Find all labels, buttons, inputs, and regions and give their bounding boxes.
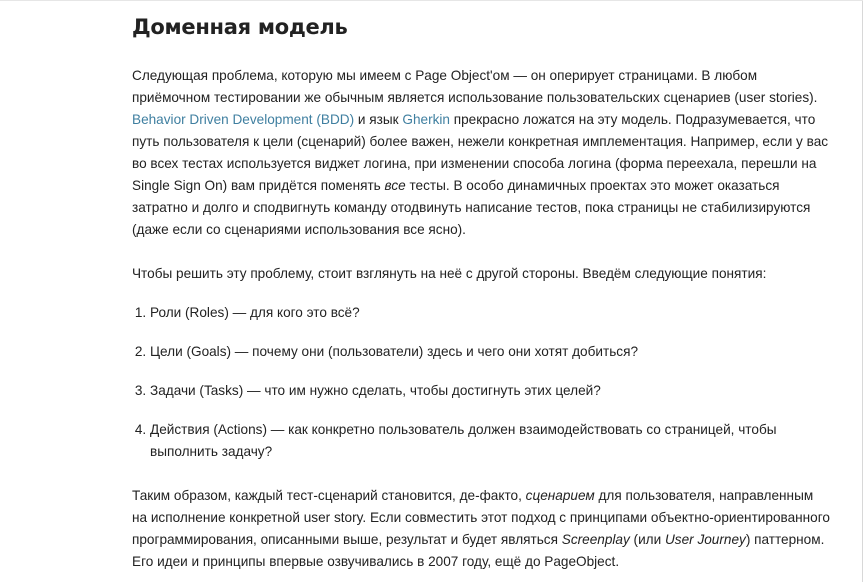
emphasis-text: User Journey bbox=[664, 532, 746, 547]
list-item-tasks: 3. Задачи (Tasks) — что им нужно сделать, чтобы достигнуть этих целей? bbox=[150, 380, 832, 402]
list-item-goals: 2. Цели (Goals) — почему они (пользователи) здесь и чего они хотят добиться? bbox=[150, 341, 832, 363]
article-content bbox=[132, 11, 832, 573]
paragraph-text: (или bbox=[629, 532, 665, 547]
paragraph-text: прекрасно ложатся на эту модель. Подразумевается, что путь пользователя к цели (сценарий) более важен, нежели конкретная имплементация. Например, если у вас во всех тестах используется виджет логина, при изменении способа логина (форма переехала, перешли на Single Sign On) вам придётся поменять bbox=[132, 112, 829, 193]
emphasis-text: Screenplay bbox=[561, 532, 630, 547]
paragraph-concepts-intro: Чтобы решить эту проблему, стоит взглянуть на неё с другой стороны. Введём следующие понятия: bbox=[132, 266, 767, 281]
paragraph-text: Следующая проблема, которую мы имеем с Page Object'ом — он оперирует страницами. В любом приёмочном тестировании же обычным является использование пользовательских сценариев (user stories). bbox=[132, 68, 818, 105]
emphasis-text: сценарием bbox=[525, 488, 595, 503]
gherkin-link[interactable]: Gherkin bbox=[402, 112, 450, 127]
paragraph-page-object-problem bbox=[132, 65, 832, 241]
concepts-list bbox=[132, 302, 832, 463]
section-heading: Доменная модель bbox=[132, 15, 348, 39]
bdd-link[interactable]: Behavior Driven Development (BDD) bbox=[132, 112, 355, 127]
paragraph-text: тесты. В особо динамичных проектах это может оказаться затратно и долго и сподвигнуть команду отодвинуть написание тестов, пока страницы не стабилизируются (даже если со сценариями использования все ясно). bbox=[132, 178, 811, 237]
paragraph-text: и язык bbox=[354, 112, 403, 127]
paragraph-text: ) паттерном. Его идеи и принципы впервые озвучивались в 2007 году, ещё до PageObject. bbox=[132, 532, 825, 569]
list-item-actions: 4. Действия (Actions) — как конкретно пользователь должен взаимодействовать со страницей, чтобы выполнить задачу? bbox=[150, 419, 832, 463]
paragraph-screenplay bbox=[132, 485, 832, 573]
paragraph-text: Таким образом, каждый тест-сценарий становится, де-факто, bbox=[132, 488, 526, 503]
emphasis-text: все bbox=[384, 178, 406, 193]
list-item-roles: 1. Роли (Roles) — для кого это всё? bbox=[150, 302, 832, 324]
paragraph-text: для пользователя, направленным на исполнение конкретной user story. Если совместить этот подход с принципами объектно-ориентированного программирования, описанными выше, результат и будет являться bbox=[132, 488, 830, 547]
